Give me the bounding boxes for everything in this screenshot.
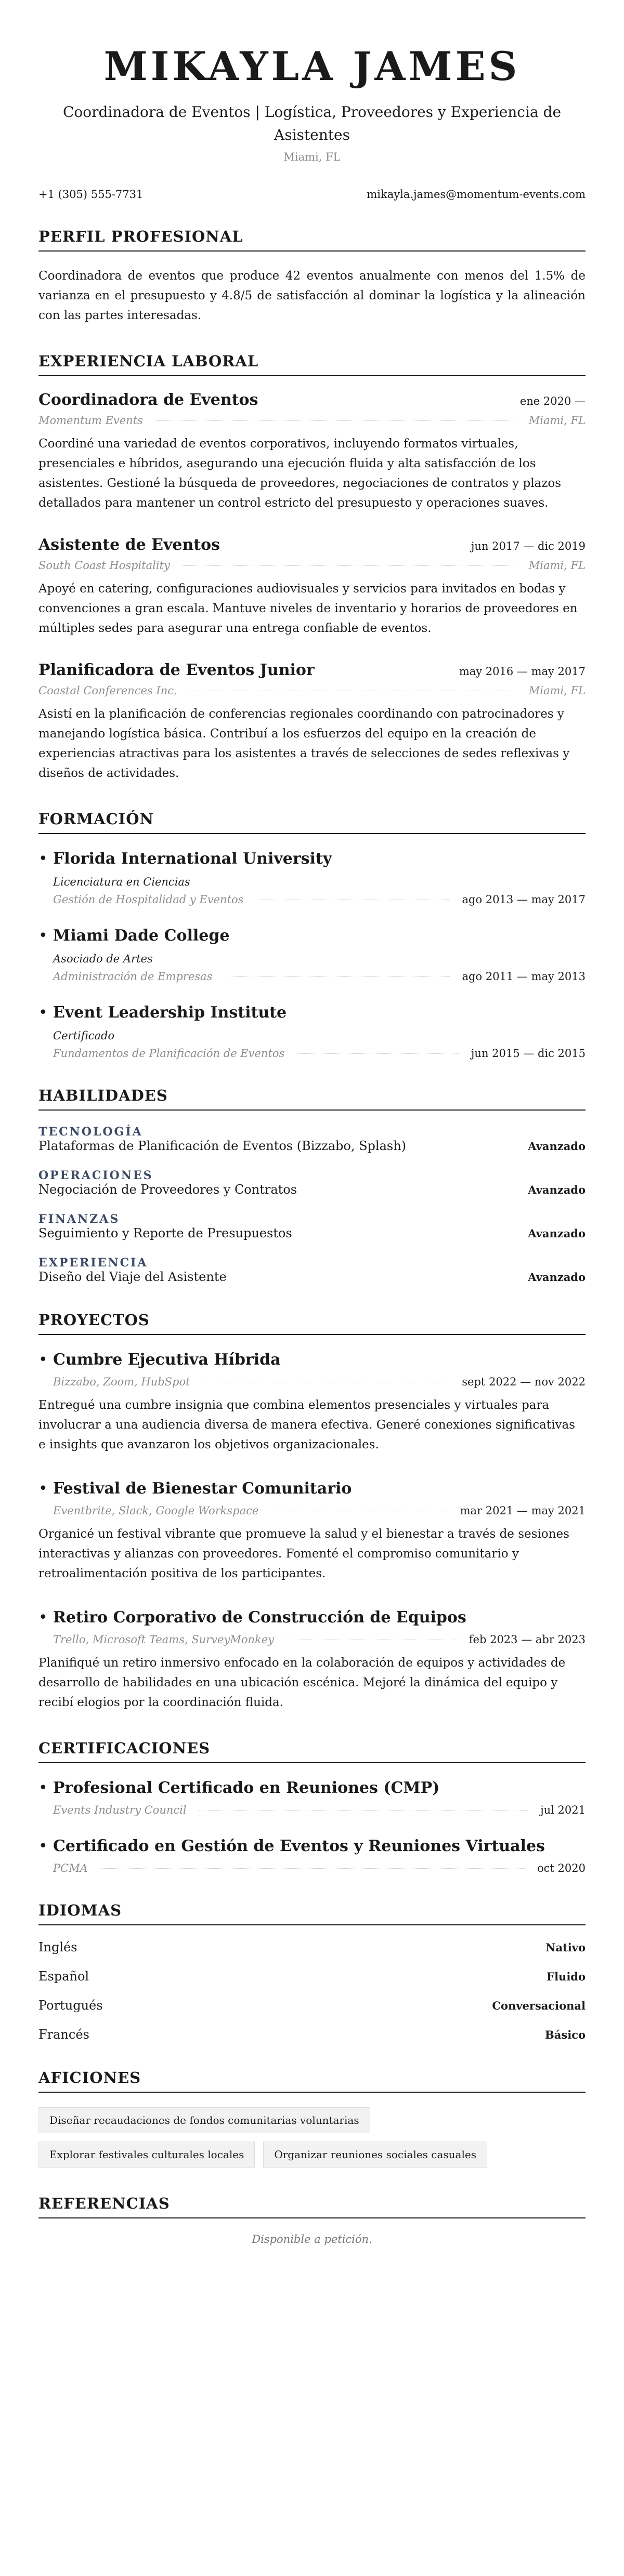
certification-name: • Certificado en Gestión de Eventos y Reuniones Virtuales xyxy=(53,1837,545,1855)
project-entry xyxy=(38,1607,586,1646)
hobby-tag: Organizar reuniones sociales casuales xyxy=(263,2142,487,2168)
dotted-leader xyxy=(100,1868,525,1869)
hobby-tag: Explorar festivales culturales locales xyxy=(38,2142,255,2168)
section-title: IDIOMAS xyxy=(38,1901,586,1925)
job-description: Coordiné una variedad de eventos corporativos, incluyendo formatos virtuales, presenciales e híbridos, asegurando una ejecución fluida y alta satisfacción de los asistentes. Gestioné la búsqueda de proveedores, negociaciones de contratos y plazos detallados para mantener un control estricto del presupuesto y operaciones suaves. xyxy=(38,437,562,510)
job-location: Miami, FL xyxy=(528,414,586,427)
education-date: ago 2013 — may 2017 xyxy=(462,893,586,906)
job-entry xyxy=(38,391,586,513)
language-name: Francés xyxy=(38,2027,89,2042)
dotted-leader xyxy=(297,1053,459,1054)
education-date: jun 2015 — dic 2015 xyxy=(471,1047,586,1060)
skill-category: EXPERIENCIA xyxy=(38,1256,148,1270)
skill-name: Diseño del Viaje del Asistente xyxy=(38,1270,227,1284)
job-title: Asistente de Eventos xyxy=(38,536,220,554)
certification-issuer: PCMA xyxy=(53,1862,88,1874)
section-title: CERTIFICACIONES xyxy=(38,1739,586,1763)
skill-category: OPERACIONES xyxy=(38,1169,153,1182)
skills-section xyxy=(38,1087,586,1284)
skill-category: FINANZAS xyxy=(38,1212,120,1226)
field-of-study: Fundamentos de Planificación de Eventos xyxy=(53,1047,285,1060)
project-description: Organicé un festival vibrante que promueve la salud y el bienestar a través de sesiones interactivas y alianzas con proveedores. Fomenté el compromiso comunitario y retroalimentación positiva de los participantes. xyxy=(38,1527,569,1580)
field-of-study: Administración de Empresas xyxy=(53,970,213,983)
project-tools: Bizzabo, Zoom, HubSpot xyxy=(53,1376,190,1388)
company-name: Coastal Conferences Inc. xyxy=(38,684,177,697)
language-level: Básico xyxy=(545,2028,586,2041)
dotted-leader xyxy=(183,565,516,566)
dotted-leader xyxy=(155,420,516,421)
language-level: Conversacional xyxy=(492,1999,586,2012)
skill-level: Avanzado xyxy=(528,1140,586,1153)
company-name: Momentum Events xyxy=(38,414,143,427)
job-title: Coordinadora de Eventos xyxy=(38,391,258,409)
job-date: jun 2017 — dic 2019 xyxy=(471,540,586,552)
references-note: Disponible a petición. xyxy=(252,2233,372,2245)
language-row xyxy=(38,2027,586,2042)
section-title: HABILIDADES xyxy=(38,1087,586,1111)
language-name: Portugués xyxy=(38,1998,103,2013)
job-entry xyxy=(38,661,586,783)
degree-name: Certificado xyxy=(53,1029,115,1042)
certifications-section xyxy=(38,1739,586,1874)
job-description: Asistí en la planificación de conferencias regionales coordinando con patrocinadores y manejando logística básica. Contribuí a los esfuerzos del equipo en la creación de experiencias atractivas para los asistentes a través de selecciones de sedes reflexivas y diseños de actividades. xyxy=(38,707,570,780)
hobbies-section xyxy=(38,2069,586,2168)
skill-level: Avanzado xyxy=(528,1227,586,1240)
dotted-leader xyxy=(199,1810,528,1811)
project-tools: Eventbrite, Slack, Google Workspace xyxy=(53,1504,259,1517)
contact-row xyxy=(38,188,586,201)
skill-level: Avanzado xyxy=(528,1271,586,1284)
languages-section xyxy=(38,1901,586,2042)
skill-row xyxy=(38,1226,586,1240)
job-description: Apoyé en catering, configuraciones audiovisuales y servicios para invitados en bodas y convenciones a gran escala. Mantuve niveles de inventario y horarios de proveedores en múltiples sedes para asegurar una entrega confiable de eventos. xyxy=(38,582,578,635)
profile-summary: Coordinadora de eventos que produce 42 eventos anualmente con menos del 1.5% de varianza en el presupuesto y 4.8/5 de satisfacción al dominar la logística y la alineación con las partes interesadas. xyxy=(38,269,586,322)
language-level: Nativo xyxy=(545,1941,586,1954)
project-name: • Cumbre Ejecutiva Híbrida xyxy=(53,1351,281,1369)
certification-issuer: Events Industry Council xyxy=(53,1804,187,1816)
education-date: ago 2011 — may 2013 xyxy=(462,970,586,983)
project-description: Planifiqué un retiro inmersivo enfocado en la colaboración de equipos y actividades de desarrollo de habilidades en una ubicación escénica. Mejoré la dinámica del equipo y recibí elogios por la coordinación fluida. xyxy=(38,1656,566,1709)
language-row xyxy=(38,1998,586,2013)
candidate-name: MIKAYLA JAMES xyxy=(103,43,521,89)
projects-section xyxy=(38,1311,586,1712)
education-entry xyxy=(38,926,586,983)
profile-section xyxy=(38,228,586,325)
experience-section xyxy=(38,352,586,783)
project-date: sept 2022 — nov 2022 xyxy=(462,1376,586,1388)
job-location: Miami, FL xyxy=(528,559,586,572)
education-section xyxy=(38,810,586,1060)
project-name: • Festival de Bienestar Comunitario xyxy=(53,1479,352,1498)
degree-name: Asociado de Artes xyxy=(53,953,153,965)
section-title: REFERENCIAS xyxy=(38,2195,586,2218)
education-entry xyxy=(38,1002,586,1060)
project-date: feb 2023 — abr 2023 xyxy=(469,1633,586,1646)
school-name: • Florida International University xyxy=(53,850,332,868)
language-name: Inglés xyxy=(38,1940,77,1954)
skill-row xyxy=(38,1182,586,1197)
section-title: FORMACIÓN xyxy=(38,810,586,834)
project-entry xyxy=(38,1350,586,1388)
section-title: AFICIONES xyxy=(38,2069,586,2093)
hobby-tag: Diseñar recaudaciones de fondos comunitarias voluntarias xyxy=(38,2107,370,2133)
skill-category: TECNOLOGÍA xyxy=(38,1125,143,1139)
skill-name: Negociación de Proveedores y Contratos xyxy=(38,1182,297,1197)
phone-number: +1 (305) 555-7731 xyxy=(38,188,144,201)
degree-name: Licenciatura en Ciencias xyxy=(53,876,190,888)
section-title: EXPERIENCIA LABORAL xyxy=(38,352,586,376)
job-entry xyxy=(38,536,586,638)
education-entry xyxy=(38,849,586,906)
job-date: may 2016 — may 2017 xyxy=(459,665,586,678)
project-name: • Retiro Corporativo de Construcción de Equipos xyxy=(53,1608,466,1627)
hobby-tags xyxy=(38,2107,506,2168)
certification-entry xyxy=(38,1836,586,1874)
project-description: Entregué una cumbre insignia que combina elementos presenciales y virtuales para involucrar a una audiencia diversa de manera efectiva. Generé conexiones significativas e insights que avanzaron los objetivos organizacionales. xyxy=(38,1398,575,1451)
job-location: Miami, FL xyxy=(528,684,586,697)
field-of-study: Gestión de Hospitalidad y Eventos xyxy=(53,893,244,906)
skill-name: Seguimiento y Reporte de Presupuestos xyxy=(38,1226,292,1240)
certification-name: • Profesional Certificado en Reuniones (CMP) xyxy=(53,1779,440,1797)
resume-header xyxy=(38,43,586,201)
language-name: Español xyxy=(38,1969,89,1984)
project-entry xyxy=(38,1478,586,1517)
job-date: ene 2020 — xyxy=(519,395,586,407)
project-tools: Trello, Microsoft Teams, SurveyMonkey xyxy=(53,1633,275,1646)
language-level: Fluido xyxy=(547,1970,586,1983)
section-title: PERFIL PROFESIONAL xyxy=(38,228,586,252)
school-name: • Event Leadership Institute xyxy=(53,1003,287,1022)
candidate-tagline: Coordinadora de Eventos | Logística, Proveedores y Experiencia de Asistentes xyxy=(62,103,562,143)
job-title: Planificadora de Eventos Junior xyxy=(38,661,315,679)
candidate-location: Miami, FL xyxy=(283,151,341,163)
skill-row xyxy=(38,1139,586,1153)
language-row xyxy=(38,1940,586,1954)
skill-row xyxy=(38,1270,586,1284)
company-name: South Coast Hospitality xyxy=(38,559,170,572)
skill-name: Plataformas de Planificación de Eventos (Bizzabo, Splash) xyxy=(38,1139,407,1153)
email-address: mikayla.james@momentum-events.com xyxy=(367,188,586,201)
references-section xyxy=(38,2195,586,2245)
project-date: mar 2021 — may 2021 xyxy=(460,1504,586,1517)
school-name: • Miami Dade College xyxy=(53,927,230,945)
section-title: PROYECTOS xyxy=(38,1311,586,1335)
skill-level: Avanzado xyxy=(528,1183,586,1196)
certification-date: oct 2020 xyxy=(537,1862,586,1874)
language-row xyxy=(38,1969,586,1984)
certification-entry xyxy=(38,1778,586,1816)
dotted-leader xyxy=(225,976,449,977)
certification-date: jul 2021 xyxy=(540,1804,586,1816)
